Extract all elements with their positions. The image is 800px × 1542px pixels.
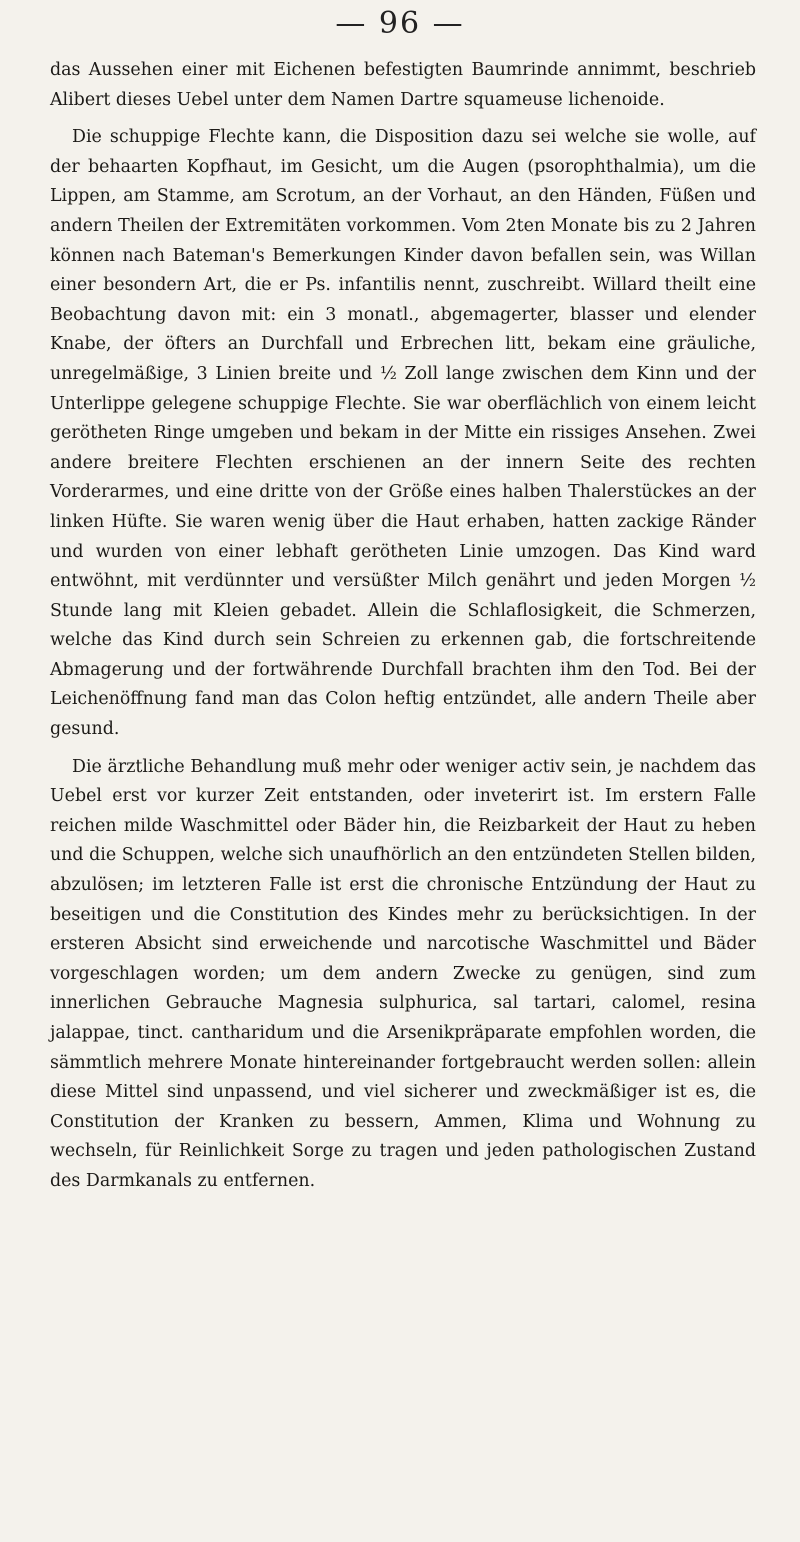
paragraph-treatment: Die ärztliche Behandlung muß mehr oder weniger activ sein, je nachdem das Uebel erst vor kurzer Zeit entstanden, oder inveterirt ist. Im erstern Falle reichen milde Waschmittel oder Bäder hin, die Reizbarkeit der Haut zu heben und die Schuppen, welche sich unaufhörlich an den entzündeten Stellen bilden, abzulösen; im letzteren Falle ist erst die chronische Entzündung der Haut zu beseitigen und die Constitution des Kindes mehr zu berücksichtigen. In der ersteren Absicht sind erweichende und narcotische Waschmittel und Bäder vorgeschlagen worden; um dem andern Zwecke zu genügen, sind zum innerlichen Gebrauche Magnesia sulphurica, sal tartari, calomel, resina jalappae, tinct. cantharidum und die Arsenikpräparate empfohlen worden, die sämmtlich mehrere Monate hintereinander fortgebraucht werden sollen: allein diese Mittel sind unpassend, und viel sicherer und zweckmäßiger ist es, die Constitution der Kranken zu bessern, Ammen, Klima und Wohnung zu wechseln, für Reinlichkeit Sorge zu tragen und jeden pathologischen Zustand des Darmkanals zu entfernen.: [50, 756, 756, 1191]
body-text: [50, 56, 756, 1205]
page-number: — 96 —: [335, 6, 465, 41]
paragraph-scaly-lichen: Die schuppige Flechte kann, die Disposition dazu sei welche sie wolle, auf der behaarten Kopfhaut, im Gesicht, um die Augen (psorophthalmia), um die Lippen, am Stamme, am Scrotum, an der Vorhaut, an den Händen, Füßen und andern Theilen der Extremitäten vorkommen. Vom 2ten Monate bis zu 2 Jahren können nach Bateman's Bemerkungen Kinder davon befallen sein, was Willan einer besondern Art, die er Ps. infantilis nennt, zuschreibt. Willard theilt eine Beobachtung davon mit: ein 3 monatl., abgemagerter, blasser und elender Knabe, der öfters an Durchfall und Erbrechen litt, bekam eine gräuliche, unregelmäßige, 3 Linien breite und ½ Zoll lange zwischen dem Kinn und der Unterlippe gelegene schuppige Flechte. Sie war oberflächlich von einem leicht gerötheten Ringe umgeben und bekam in der Mitte ein rissiges Ansehen. Zwei andere breitere Flechten erschienen an der innern Seite des rechten Vorderarmes, und eine dritte von der Größe eines halben Thalerstückes an der linken Hüfte. Sie waren wenig über die Haut erhaben, hatten zackige Ränder und wurden von einer lebhaft gerötheten Linie umzogen. Das Kind ward entwöhnt, mit verdünnter und versüßter Milch genährt und jeden Morgen ½ Stunde lang mit Kleien gebadet. Allein die Schlaflosigkeit, die Schmerzen, welche das Kind durch sein Schreien zu erkennen gab, die fortschreitende Abmagerung und der fortwährende Durchfall brachten ihm den Tod. Bei der Leichenöffnung fand man das Colon heftig entzündet, alle andern Theile aber gesund.: [50, 127, 756, 740]
paragraph-continuation: das Aussehen einer mit Eichenen befestigten Baumrinde annimmt, beschrieb Alibert dieses Uebel unter dem Namen Dartre squameuse lichenoide.: [50, 60, 756, 110]
